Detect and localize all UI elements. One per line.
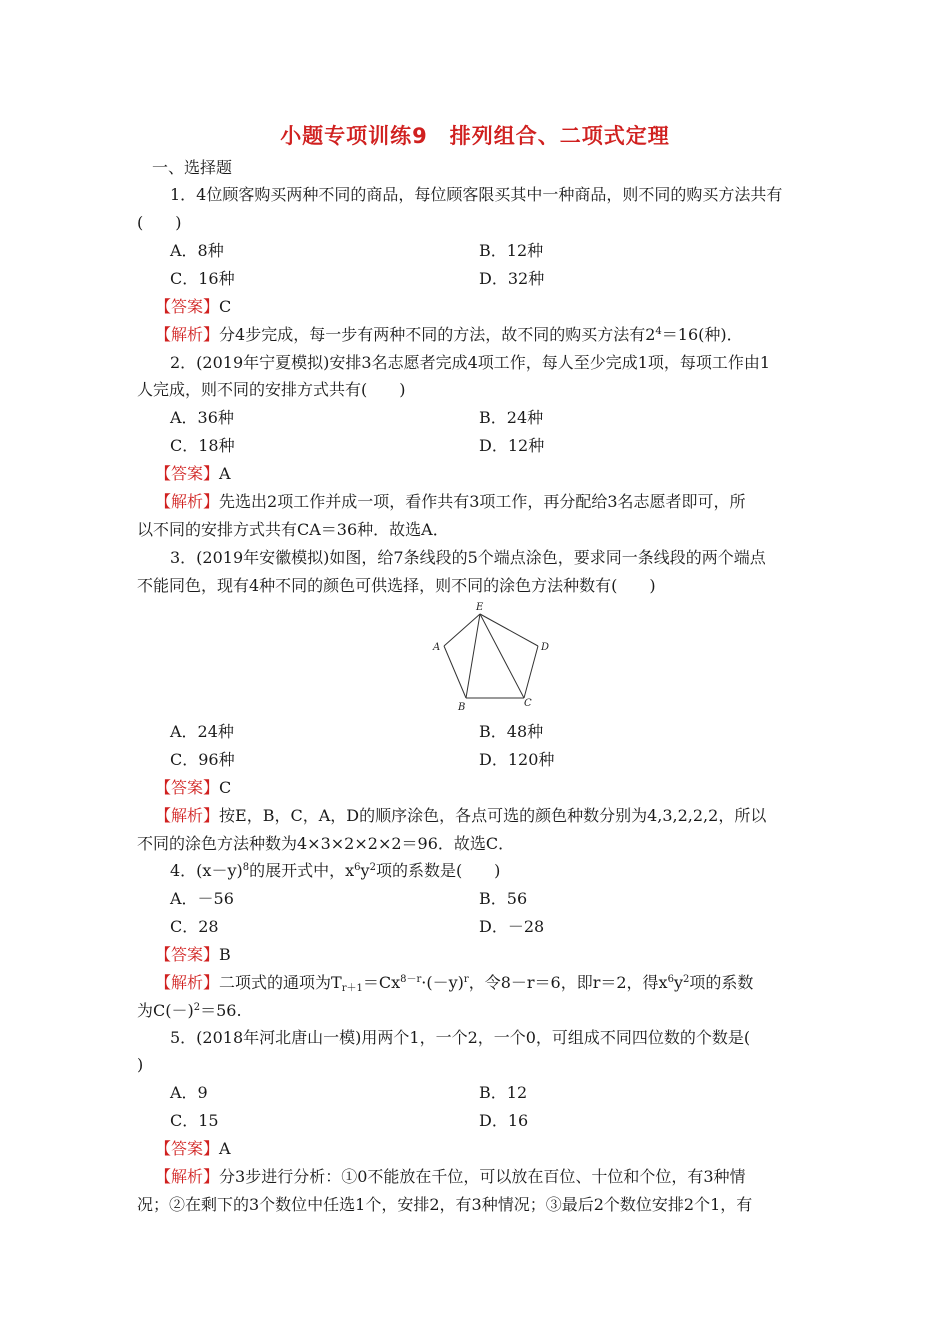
q3-answer	[155, 778, 231, 798]
pentagon-figure	[420, 598, 560, 714]
vertex-c-label: C	[524, 698, 532, 709]
vertex-a-label: A	[433, 642, 441, 653]
q1-answer-value: C	[219, 297, 232, 316]
q3-stem-line1: 3．(2019年安徽模拟)如图，给7条线段的5个端点涂色，要求同一条线段的两个端点	[170, 548, 766, 567]
answer-label: 【答案】	[155, 464, 220, 483]
q4-stem: 4．$(x-y)^8$的展开式中，$x^6y^2$项的系数是( )	[170, 861, 501, 880]
q5-option-b: B．12	[479, 1083, 528, 1102]
segment-ea	[444, 614, 480, 646]
segment-ab	[444, 646, 466, 698]
q3-option-b: B．48种	[479, 722, 544, 741]
analysis-label: 【解析】	[155, 973, 220, 992]
vertex-b-label: B	[458, 702, 466, 713]
analysis-label: 【解析】	[155, 806, 220, 825]
q3-analysis-line2: 不同的涂色方法种数为4×3×2×2×2＝96．故选C．	[137, 834, 515, 853]
answer-label: 【答案】	[155, 778, 220, 797]
q2-analysis-line2: 以不同的安排方式共有CA＝36种．故选A．	[137, 520, 449, 539]
analysis-label: 【解析】	[155, 325, 220, 344]
q3-analysis-line1: 【解析】按E，B，C，A，D的顺序涂色，各点可选的颜色种数分别为4,3,2,2,2，所以	[155, 806, 767, 825]
answer-label: 【答案】	[155, 945, 220, 964]
q3-option-d: D．120种	[479, 750, 555, 769]
q4-option-a: A．－56	[170, 889, 234, 908]
q5-analysis-line2: 况；②在剩下的3个数位中任选1个，安排2，有3种情况；③最后2个数位安排2个1，有	[137, 1195, 753, 1214]
analysis-label: 【解析】	[155, 492, 220, 511]
vertex-d-label: D	[541, 642, 550, 653]
segment-eb	[466, 614, 480, 698]
q2-stem-line2: 人完成，则不同的安排方式共有( )	[137, 380, 406, 399]
page-title: 小题专项训练9 排列组合、二项式定理	[280, 124, 670, 148]
q1-option-b: B．12种	[479, 241, 544, 260]
q4-answer-value: B	[219, 945, 231, 964]
answer-label: 【答案】	[155, 1139, 220, 1158]
q3-option-a: A．24种	[170, 722, 234, 741]
q4-analysis-line2: 为$C(-)^2=56$.	[137, 1001, 242, 1020]
section-heading: 一、选择题	[152, 158, 233, 177]
q2-analysis-line1: 【解析】先选出2项工作并成一项，看作共有3项工作，再分配给3名志愿者即可，所	[155, 492, 746, 511]
answer-label: 【答案】	[155, 297, 220, 316]
q4-option-b: B．56	[479, 889, 528, 908]
q4-option-d: D．－28	[479, 917, 545, 936]
q2-answer-value: A	[219, 464, 231, 483]
q2-option-c: C．18种	[170, 436, 235, 455]
q1-stem-line2: ( )	[137, 213, 182, 232]
q5-option-a: A．9	[170, 1083, 208, 1102]
q5-stem-line2: )	[137, 1055, 144, 1074]
segment-cd	[524, 646, 538, 698]
q1-option-c: C．16种	[170, 269, 235, 288]
q5-option-d: D．16	[479, 1111, 529, 1130]
q5-stem-line1: 5．(2018年河北唐山一模)用两个1，一个2，一个0，可组成不同四位数的个数是(	[170, 1028, 751, 1047]
q4-analysis-line1: 【解析】二项式的通项为$T_{r+1}=Cx^{8-r}\cdot(-y)^r$，令8－r＝6，即r＝2，得$x^6y^2$项的系数	[155, 973, 754, 994]
q4-answer	[155, 945, 231, 965]
q5-answer-value: A	[219, 1139, 231, 1158]
q2-option-a: A．36种	[170, 408, 234, 427]
q1-analysis: 【解析】分4步完成，每一步有两种不同的方法，故不同的购买方法有$2^4=16$(种)．	[155, 325, 743, 344]
q1-answer	[155, 297, 231, 317]
q5-analysis-line1: 【解析】分3步进行分析：①0不能放在千位，可以放在百位、十位和个位，有3种情	[155, 1167, 746, 1186]
q1-option-d: D．32种	[479, 269, 545, 288]
vertex-e-label: E	[476, 602, 484, 613]
q3-answer-value: C	[219, 778, 232, 797]
q2-answer	[155, 464, 231, 484]
q4-option-c: C．28	[170, 917, 219, 936]
q2-option-b: B．24种	[479, 408, 544, 427]
q5-answer	[155, 1139, 231, 1159]
q3-stem-line2: 不能同色，现有4种不同的颜色可供选择，则不同的涂色方法种数有( )	[137, 576, 656, 595]
q2-stem-line1: 2．(2019年宁夏模拟)安排3名志愿者完成4项工作，每人至少完成1项，每项工作由1	[170, 353, 771, 372]
q1-stem-line1: 1．4位顾客购买两种不同的商品，每位顾客限买其中一种商品，则不同的购买方法共有	[170, 185, 783, 204]
q1-option-a: A．8种	[170, 241, 224, 260]
q5-option-c: C．15	[170, 1111, 219, 1130]
analysis-label: 【解析】	[155, 1167, 220, 1186]
q2-option-d: D．12种	[479, 436, 545, 455]
q3-option-c: C．96种	[170, 750, 235, 769]
